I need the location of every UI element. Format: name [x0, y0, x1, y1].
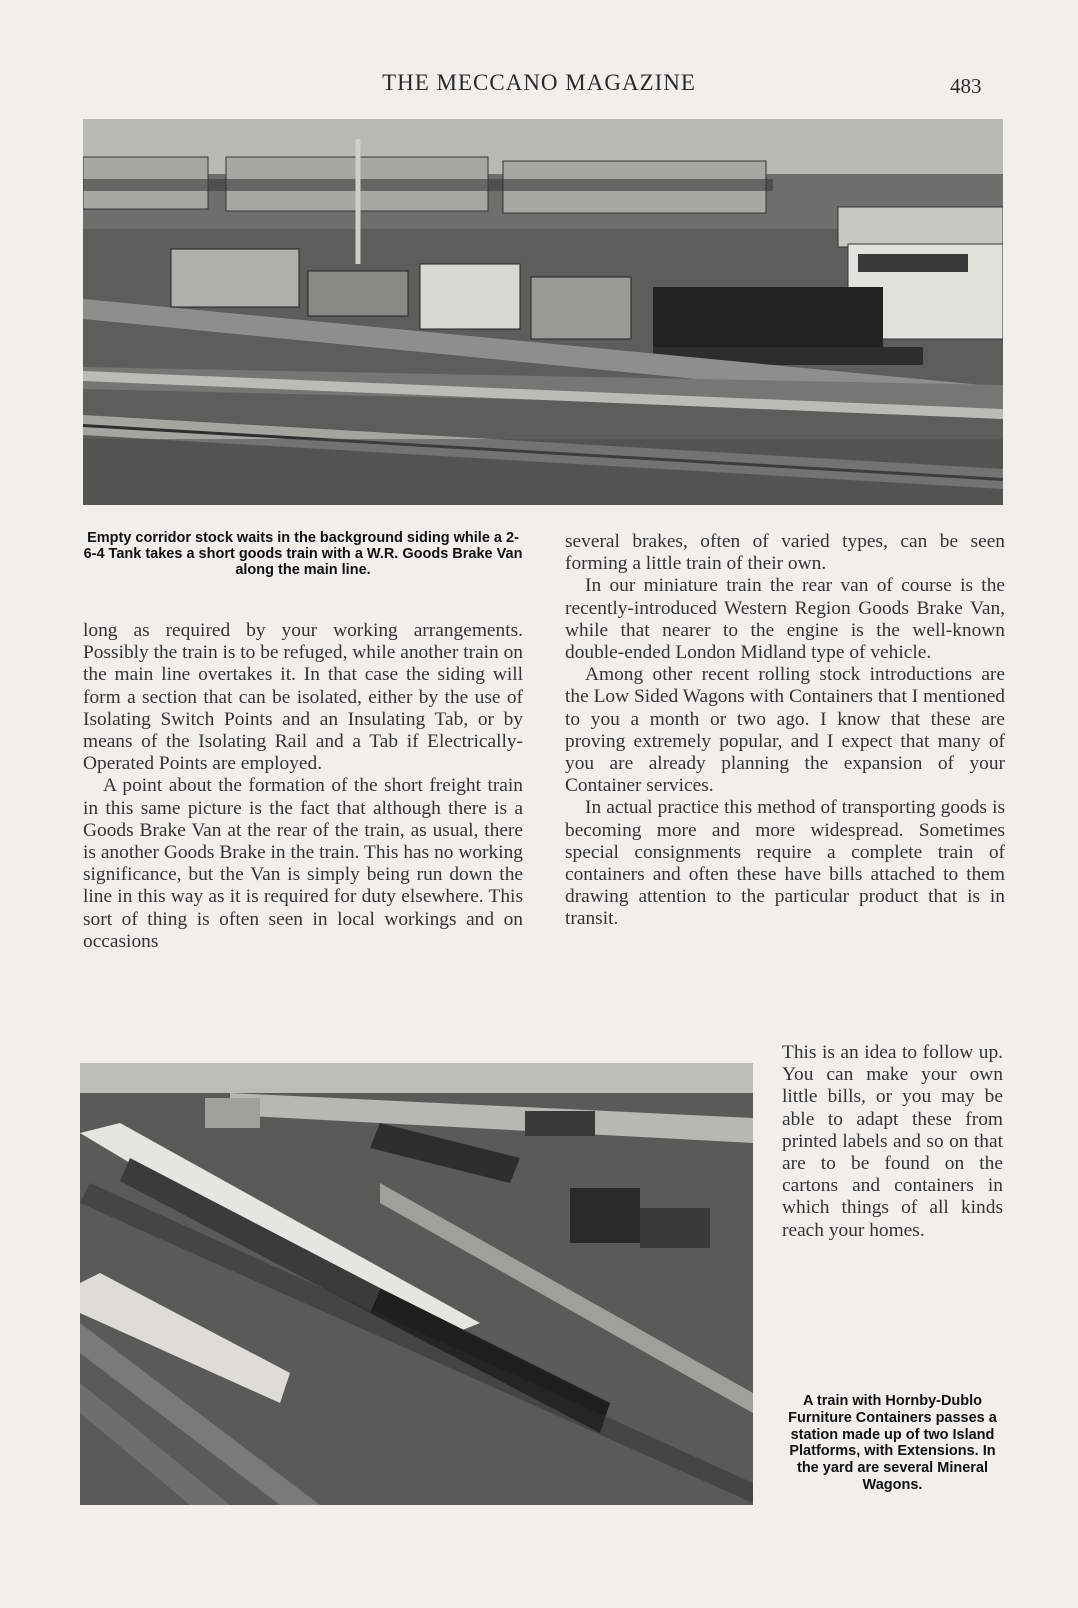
paragraph: In actual practice this method of transporting goods is becoming more and more widespread. Sometimes special consignments require a complete train of containers and often these have bills attached to them drawing attention to the particular product that is in transit.: [565, 797, 1005, 930]
paragraph: long as required by your working arrangements. Possibly the train is to be refuged, while another train on the main line overtakes it. In that case the siding will form a section that can be isolated, either by the use of Isolating Switch Points and an Insulating Tab, or by means of the Isolating Rail and a Tab if Electrically-Operated Points are employed.: [83, 620, 523, 775]
paragraph: A point about the formation of the short freight train in this same picture is the fact that although there is a Goods Brake Van at the rear of the train, as usual, there is another Goods Brake in the train. This has no working significance, but the Van is simply being run down the line in this way as it is required for duty elsewhere. This sort of thing is often seen in local workings and on occasions: [83, 775, 523, 952]
left-column-text: [83, 620, 523, 953]
page-number: 483: [950, 74, 982, 98]
bottom-photo-station-yard: [80, 1063, 753, 1505]
paragraph: In our miniature train the rear van of course is the recently-introduced Western Region Goods Brake Van, while that nearer to the engine is the well-known double-ended London Midland type of vehicle.: [565, 575, 1005, 664]
narrow-column-text: [782, 1042, 1003, 1242]
magazine-title: THE MECCANO MAGAZINE: [382, 70, 696, 95]
paragraph: Among other recent rolling stock introductions are the Low Sided Wagons with Containers that I mentioned to you a month or two ago. I know that these are proving extremely popular, and I expect that many of you are already planning the expansion of your Container services.: [565, 664, 1005, 797]
top-photo-goods-train: [83, 119, 1003, 505]
bottom-photo-caption: A train with Hornby-Dublo Furniture Containers passes a station made up of two Island Platforms, with Extensions. In the yard are several Mineral Wagons.: [788, 1393, 997, 1493]
paragraph: This is an idea to follow up. You can make your own little bills, or you may be able to adapt these from printed labels and so on that are to be found on the cartons and containers in which things of all kinds reach your homes.: [782, 1042, 1003, 1241]
top-photo-caption: Empty corridor stock waits in the background siding while a 2-6-4 Tank takes a short goods train with a W.R. Goods Brake Van along the main line.: [83, 530, 523, 578]
paragraph: several brakes, often of varied types, can be seen forming a little train of their own.: [565, 531, 1005, 575]
right-column-text: [565, 531, 1005, 931]
